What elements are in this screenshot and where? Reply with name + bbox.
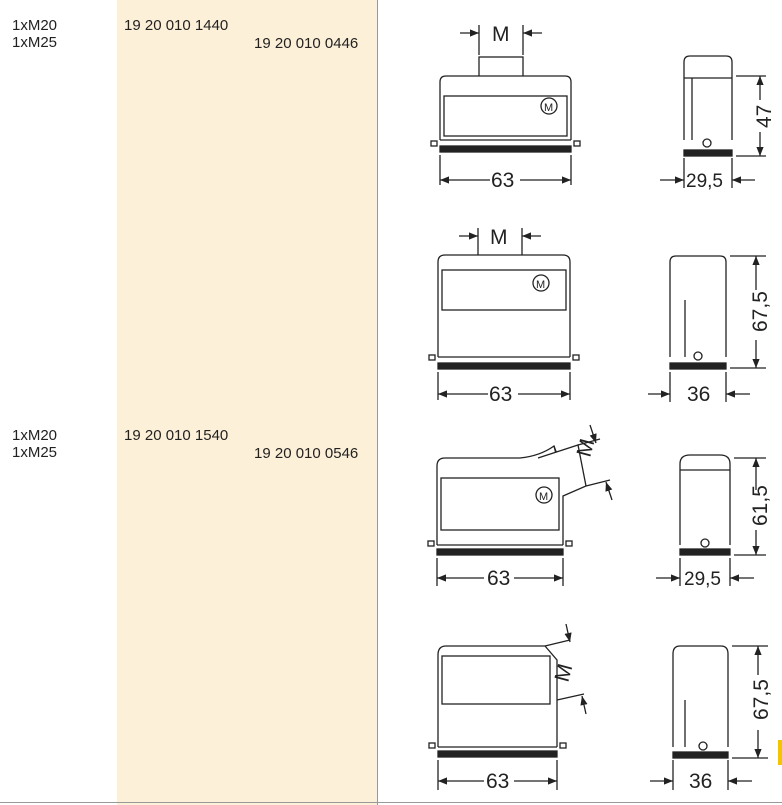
row2-part-b: 19 20 010 0546 [254,445,359,462]
row1-part-a: 19 20 010 1440 [124,17,229,34]
hood-front-view-4 [429,624,586,790]
row2-part-a: 19 20 010 1540 [124,427,229,444]
hood-front-view-2 [429,228,579,400]
d2-entry-label: M [490,226,508,249]
row2-size-2: 1xM25 [12,444,58,461]
d4-width-label: 63 [486,770,510,793]
row2-size-1: 1xM20 [12,427,58,444]
d4-entry-label: M [550,661,578,685]
d4-height-label: 67,5 [750,679,773,720]
hood-front-view-1 [431,25,580,185]
d2-height-label: 67,5 [749,291,772,332]
svg-text:M: M [539,491,549,503]
d2-width-label: 63 [489,383,513,406]
d4-side-width-label: 36 [689,770,713,793]
d3-height-label: 61,5 [749,485,772,526]
d1-width-label: 63 [491,169,515,192]
hood-side-view-1 [660,56,766,188]
d2-side-width-label: 36 [687,383,711,406]
page-edge-tab [778,740,782,765]
d1-entry-label: M [492,23,510,46]
d1-height-label: 47 [753,104,776,128]
d3-side-width-label: 29,5 [684,569,721,590]
d3-width-label: 63 [487,567,511,590]
row1-size-1: 1xM20 [12,17,58,34]
d1-side-width-label: 29,5 [686,171,723,192]
d3-entry-label: M [572,436,600,460]
row1-size-2: 1xM25 [12,34,58,51]
row1-part-b: 19 20 010 0446 [254,35,359,52]
svg-text:M: M [544,102,554,114]
svg-text:M: M [536,279,546,291]
